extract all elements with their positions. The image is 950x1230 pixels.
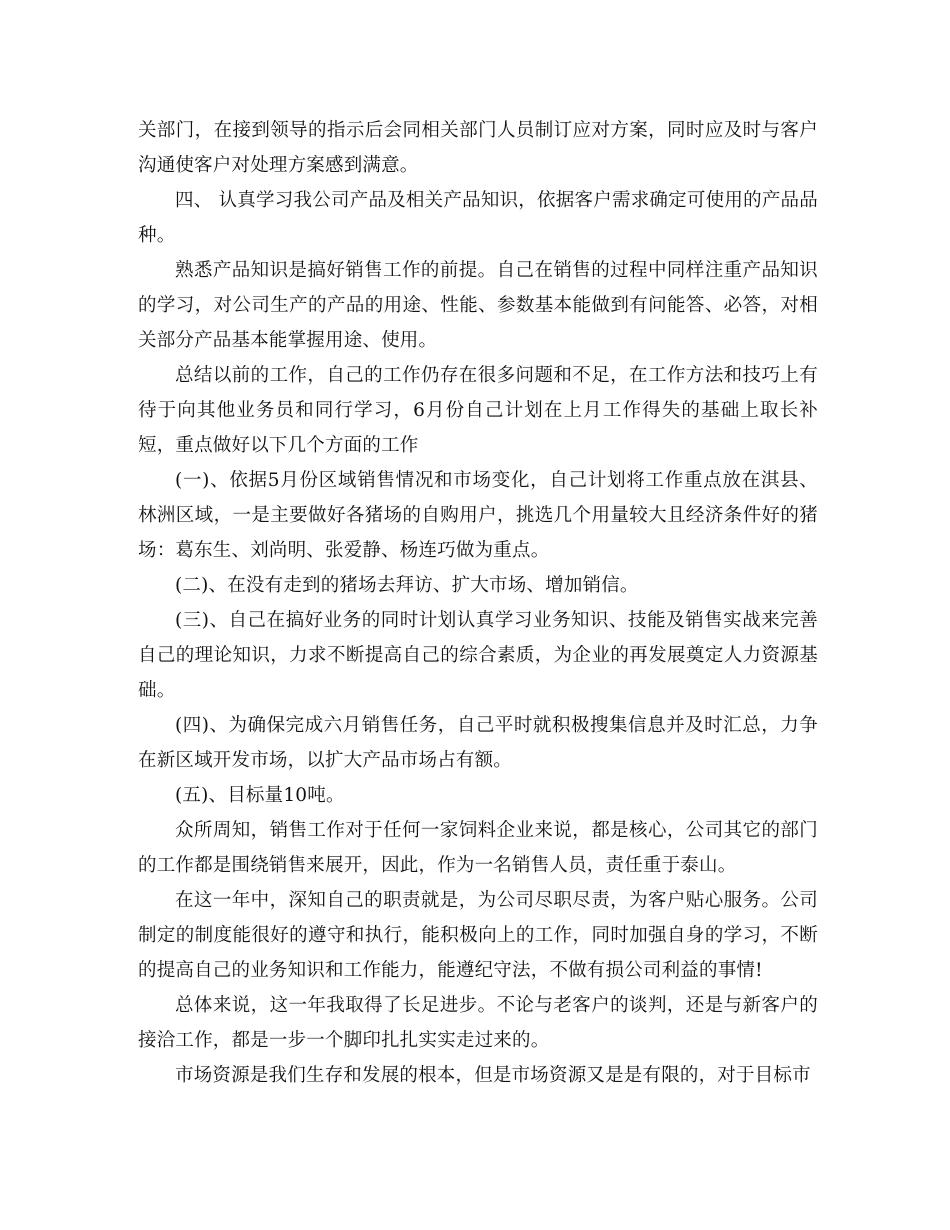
paragraph-duties: 在这一年中，深知自己的职责就是，为公司尽职尽责，为客户贴心服务。公司制定的制度能很好的遵守和执行，能积极向上的工作，同时加强自身的学习，不断的提高自己的业务知识和工作能力，能遵纪守法，不做有损公司利益的事情! bbox=[138, 890, 818, 981]
paragraph-continuation: 关部门，在接到领导的指示后会同相关部门人员制订应对方案，同时应及时与客户沟通使客户对处理方案感到满意。 bbox=[138, 120, 818, 176]
paragraph-overall-progress: 总体来说，这一年我取得了长足进步。不论与老客户的谈判，还是与新客户的接洽工作，都是一步一个脚印扎扎实实走过来的。 bbox=[138, 995, 818, 1051]
paragraph-plan-item-5: (五)、目标量10吨。 bbox=[175, 785, 345, 806]
paragraph-plan-item-1: (一)、依据5月份区域销售情况和市场变化，自己计划将工作重点放在淇县、林洲区域，一是主要做好各猪场的自购用户，挑选几个用量较大且经济条件好的猪场：葛东生、刘尚明、张爱静、杨连巧做为重点。 bbox=[138, 470, 818, 561]
paragraph-sales-core: 众所周知，销售工作对于任何一家饲料企业来说，都是核心，公司其它的部门的工作都是围绕销售来展开，因此，作为一名销售人员，责任重于泰山。 bbox=[138, 820, 818, 876]
paragraph-work-summary: 总结以前的工作，自己的工作仍存在很多问题和不足，在工作方法和技巧上有待于向其他业务员和同行学习，6月份自己计划在上月工作得失的基础上取长补短，重点做好以下几个方面的工作 bbox=[138, 365, 818, 456]
paragraph-market-resources: 市场资源是我们生存和发展的根本，但是市场资源又是是有限的，对于目标市 bbox=[175, 1065, 811, 1086]
document-body bbox=[138, 113, 818, 1093]
paragraph-plan-item-4: (四)、为确保完成六月销售任务，自己平时就积极搜集信息并及时汇总，力争在新区域开发市场，以扩大产品市场占有额。 bbox=[138, 715, 818, 771]
paragraph-plan-item-2: (二)、在没有走到的猪场去拜访、扩大市场、增加销信。 bbox=[175, 575, 639, 596]
paragraph-plan-item-3: (三)、自己在搞好业务的同时计划认真学习业务知识、技能及销售实战来完善自己的理论知识，力求不断提高自己的综合素质，为企业的再发展奠定人力资源基础。 bbox=[138, 610, 818, 701]
paragraph-product-knowledge: 熟悉产品知识是搞好销售工作的前提。自己在销售的过程中同样注重产品知识的学习，对公司生产的产品的用途、性能、参数基本能做到有问能答、必答，对相关部分产品基本能掌握用途、使用。 bbox=[138, 260, 818, 351]
paragraph-section-four-heading: 四、 认真学习我公司产品及相关产品知识，依据客户需求确定可使用的产品品种。 bbox=[138, 190, 818, 246]
